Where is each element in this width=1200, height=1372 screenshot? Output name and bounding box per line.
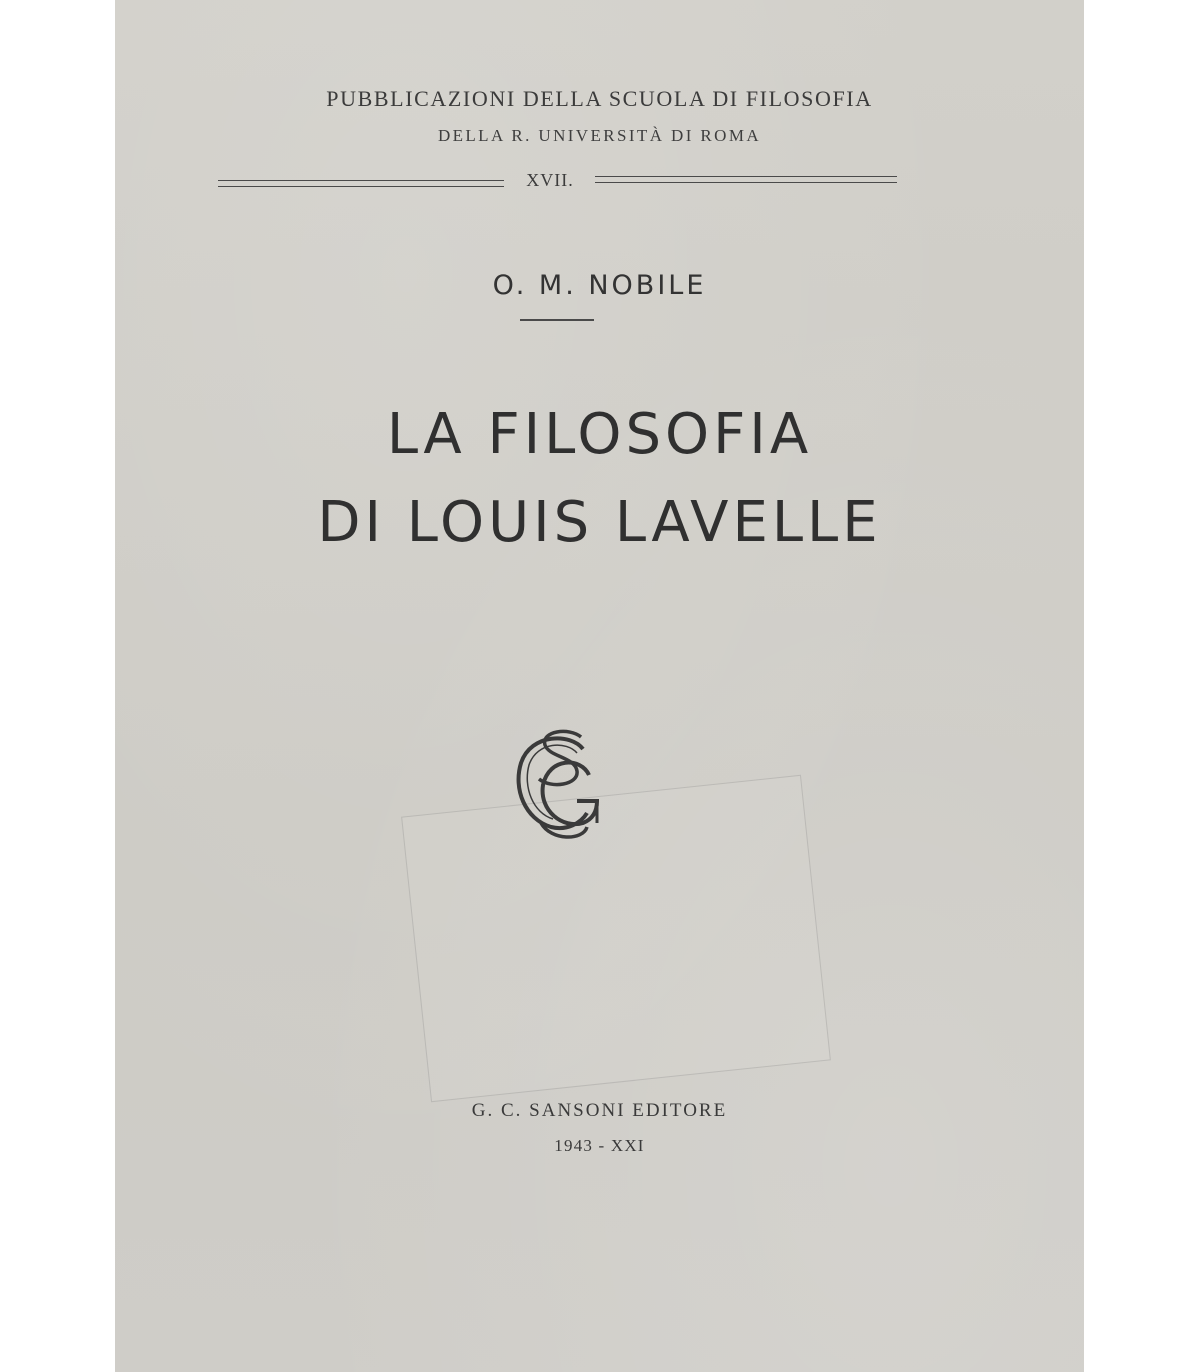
publication-year: 1943 - XXI bbox=[554, 1136, 645, 1155]
book-title-line-1: LA FILOSOFIA bbox=[386, 402, 813, 467]
book-cover bbox=[115, 0, 1084, 1372]
author-divider bbox=[520, 319, 594, 321]
author-name: O. M. NOBILE bbox=[492, 270, 707, 301]
publisher-name: G. C. SANSONI EDITORE bbox=[471, 1100, 728, 1121]
paper-stain bbox=[401, 775, 831, 1102]
divider-right bbox=[595, 176, 897, 183]
divider-left bbox=[218, 180, 504, 187]
series-institution: DELLA R. UNIVERSITÀ DI ROMA bbox=[437, 126, 762, 145]
volume-number: XVII. bbox=[526, 170, 574, 190]
book-title-line-2: DI LOUIS LAVELLE bbox=[317, 490, 882, 555]
gcs-monogram-icon bbox=[511, 727, 611, 843]
series-title: PUBBLICAZIONI DELLA SCUOLA DI FILOSOFIA bbox=[326, 86, 873, 111]
